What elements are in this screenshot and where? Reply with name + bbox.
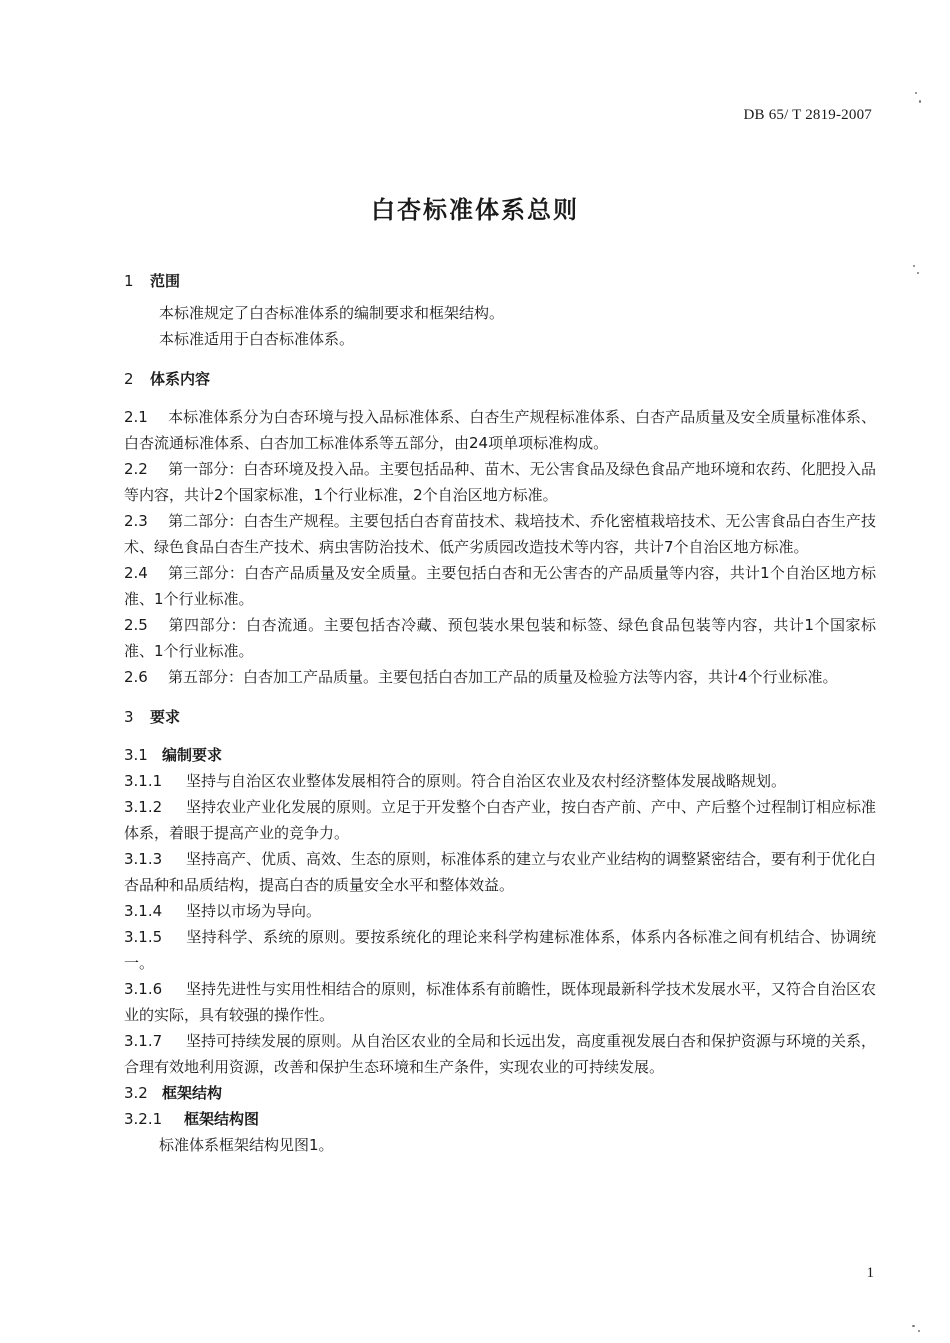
- clause-2-5: [124, 612, 876, 664]
- clause-number: 3.1.3: [124, 850, 163, 868]
- clause-3-1-3: [124, 846, 876, 898]
- paragraph: 本标准适用于白杏标准体系。: [159, 330, 355, 348]
- clause-number: 3.1.6: [124, 980, 163, 998]
- subsection-title: 框架结构图: [184, 1110, 260, 1128]
- section-number: 2: [124, 370, 134, 388]
- clause-text: 坚持可持续发展的原则。从自治区农业的全局和长远出发，高度重视发展白杏和保护资源与环境的关系，合理有效地利用资源，改善和保护生态环境和生产条件，实现农业的可持续发展。: [124, 1032, 877, 1076]
- standard-code: DB 65/ T 2819-2007: [743, 107, 872, 123]
- clause-2-4: [124, 560, 876, 612]
- clause-number: 3.1.2: [124, 798, 163, 816]
- clause-2-1: [124, 404, 876, 456]
- scan-speck: [915, 92, 917, 94]
- clause-number: 2.6: [124, 668, 148, 686]
- subsection-3-2-1-heading: [124, 1106, 876, 1132]
- scan-speck: [917, 272, 919, 274]
- paragraph: 本标准规定了白杏标准体系的编制要求和框架结构。: [159, 304, 505, 322]
- subsection-3-2-heading: [124, 1080, 876, 1106]
- clause-2-3: [124, 508, 876, 560]
- document-body: [124, 268, 876, 1158]
- clause-2-6: [124, 664, 876, 690]
- clause-text: 坚持先进性与实用性相结合的原则，标准体系有前瞻性，既体现最新科学技术发展水平，又符合自治区农业的实际，具有较强的操作性。: [124, 980, 877, 1024]
- clause-3-1-1: [124, 768, 876, 794]
- subsection-number: 3.1: [124, 746, 148, 764]
- subsection-number: 3.2: [124, 1084, 148, 1102]
- clause-3-1-4: [124, 898, 876, 924]
- clause-number: 2.3: [124, 512, 148, 530]
- clause-number: 3.1.7: [124, 1032, 163, 1050]
- clause-number: 3.1.5: [124, 928, 163, 946]
- scan-speck: [913, 265, 915, 267]
- subsection-number: 3.2.1: [124, 1110, 163, 1128]
- clause-text: 第五部分：白杏加工产品质量。主要包括白杏加工产品的质量及检验方法等内容，共计4个行业标准。: [168, 668, 838, 686]
- section-1-heading: [124, 268, 876, 294]
- clause-text: 第二部分：白杏生产规程。主要包括白杏育苗技术、栽培技术、乔化密植栽培技术、无公害食品白杏生产技术、绿色食品白杏生产技术、病虫害防治技术、低产劣质园改造技术等内容，共计7个自治区地方标准。: [124, 512, 876, 556]
- paragraph: 标准体系框架结构见图1。: [159, 1136, 334, 1154]
- clause-number: 2.5: [124, 616, 148, 634]
- subsection-3-1-heading: [124, 742, 876, 768]
- section-number: 3: [124, 708, 134, 726]
- page-number: 1: [866, 1265, 874, 1281]
- scan-speck: [912, 1325, 915, 1327]
- clause-number: 2.2: [124, 460, 148, 478]
- document-title: 白杏标准体系总则: [371, 196, 579, 224]
- scan-speck: [919, 100, 921, 103]
- clause-text: 第四部分：白杏流通。主要包括杏冷藏、预包装水果包装和标签、绿色食品包装等内容，共计1个国家标准、1个行业标准。: [124, 616, 876, 660]
- clause-text: 坚持农业产业化发展的原则。立足于开发整个白杏产业，按白杏产前、产中、产后整个过程制订相应标准体系，着眼于提高产业的竞争力。: [124, 798, 877, 842]
- clause-text: 第三部分：白杏产品质量及安全质量。主要包括白杏和无公害杏的产品质量等内容，共计1个自治区地方标准、1个行业标准。: [124, 564, 876, 608]
- clause-2-2: [124, 456, 876, 508]
- clause-number: 2.4: [124, 564, 148, 582]
- clause-number: 3.1.4: [124, 902, 163, 920]
- section-title: 范围: [150, 272, 181, 290]
- section-number: 1: [124, 272, 134, 290]
- section-2-heading: [124, 366, 876, 392]
- clause-text: 坚持科学、系统的原则。要按系统化的理论来科学构建标准体系，体系内各标准之间有机结合、协调统一。: [124, 928, 876, 972]
- clause-3-1-6: [124, 976, 876, 1028]
- section-title: 要求: [150, 708, 181, 726]
- clause-3-1-7: [124, 1028, 876, 1080]
- clause-number: 2.1: [124, 408, 148, 426]
- clause-text: 坚持高产、优质、高效、生态的原则，标准体系的建立与农业产业结构的调整紧密结合，要有利于优化白杏品种和品质结构，提高白杏的质量安全水平和整体效益。: [124, 850, 877, 894]
- subsection-title: 编制要求: [162, 746, 223, 764]
- scan-speck: [918, 1330, 920, 1332]
- section-3-heading: [124, 704, 876, 730]
- clause-3-1-2: [124, 794, 876, 846]
- clause-text: 坚持以市场为导向。: [186, 902, 322, 920]
- clause-text: 坚持与自治区农业整体发展相符合的原则。符合自治区农业及农村经济整体发展战略规划。: [186, 772, 787, 790]
- section-title: 体系内容: [150, 370, 211, 388]
- clause-text: 本标准体系分为白杏环境与投入品标准体系、白杏生产规程标准体系、白杏产品质量及安全质量标准体系、白杏流通标准体系、白杏加工标准体系等五部分，由24项单项标准构成。: [124, 408, 876, 452]
- clause-text: 第一部分：白杏环境及投入品。主要包括品种、苗木、无公害食品及绿色食品产地环境和农药、化肥投入品等内容，共计2个国家标准，1个行业标准，2个自治区地方标准。: [124, 460, 876, 504]
- clause-3-1-5: [124, 924, 876, 976]
- clause-number: 3.1.1: [124, 772, 163, 790]
- subsection-title: 框架结构: [162, 1084, 223, 1102]
